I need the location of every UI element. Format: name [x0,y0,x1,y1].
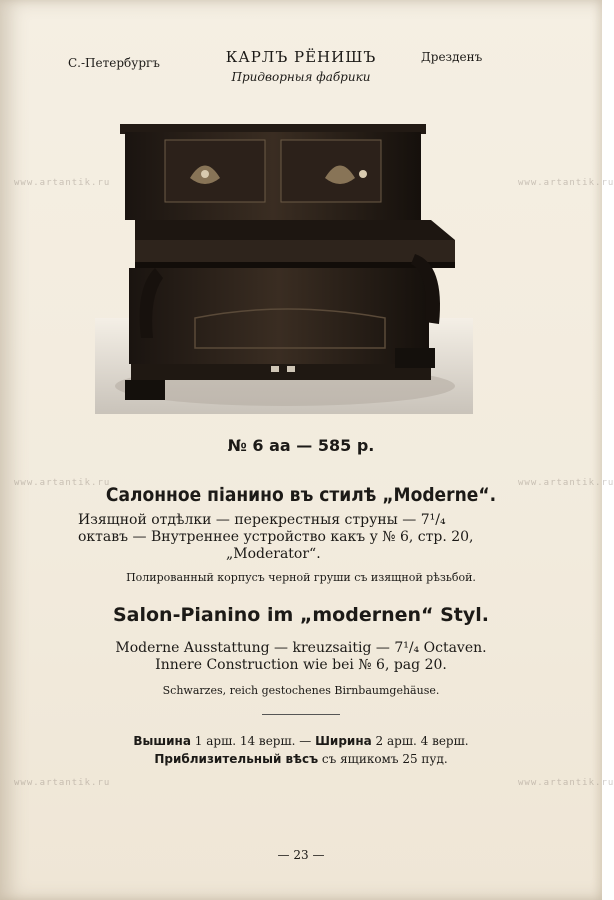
watermark: www.artantik.ru [518,478,614,488]
model-price: № 6 аа — 585 р. [227,436,375,455]
german-description [0,640,602,674]
header-subtitle: Придворныя фабрики [231,70,371,84]
header-title: КАРЛЪ РЁНИШЪ [225,48,377,66]
weight-line [0,750,602,768]
russian-note: Полированный корпусъ черной груши съ изящной рѣзьбой. [126,571,476,584]
dimensions-line [0,732,602,750]
watermark: www.artantik.ru [14,478,111,488]
header-right-city: Дрезденъ [421,50,483,64]
width-label: Ширина [315,734,372,748]
russian-line: Изящной отдѣлки — перекрестныя струны — 7¹/₄ [78,512,446,528]
height-label: Вышина [133,734,191,748]
watermark: www.artantik.ru [14,178,111,188]
page-number: — 23 — [277,848,325,862]
watermark: www.artantik.ru [518,178,614,188]
watermark: www.artantik.ru [14,778,111,788]
watermark: www.artantik.ru [518,778,614,788]
divider [262,714,340,715]
height-value: 1 арш. 14 верш. — [194,734,312,748]
russian-line: „Moderator“. [226,546,321,562]
russian-description [78,512,498,563]
width-value: 2 арш. 4 верш. [375,734,469,748]
german-line: Innere Construction wie bei № 6, pag 20. [155,657,447,673]
german-title: Salon-Pianino im „modernen“ Styl. [112,604,490,626]
german-line: Moderne Ausstattung — kreuzsaitig — 7¹/₄ Octaven. [115,640,487,656]
german-note: Schwarzes, reich gestochenes Birnbaumgehäuse. [162,684,440,697]
upright-piano-photo [95,118,473,414]
weight-value: съ ящикомъ 25 пуд. [321,752,448,766]
russian-line: октавъ — Внутреннее устройство какъ у № 6, стр. 20, [78,529,474,545]
weight-label: Приблизительный вѣсъ [154,752,319,766]
dimensions [0,732,602,768]
russian-title: Салонное піанино въ стилѣ „Moderne“. [105,484,497,506]
header-left-city: С.-Петербургъ [68,56,160,70]
